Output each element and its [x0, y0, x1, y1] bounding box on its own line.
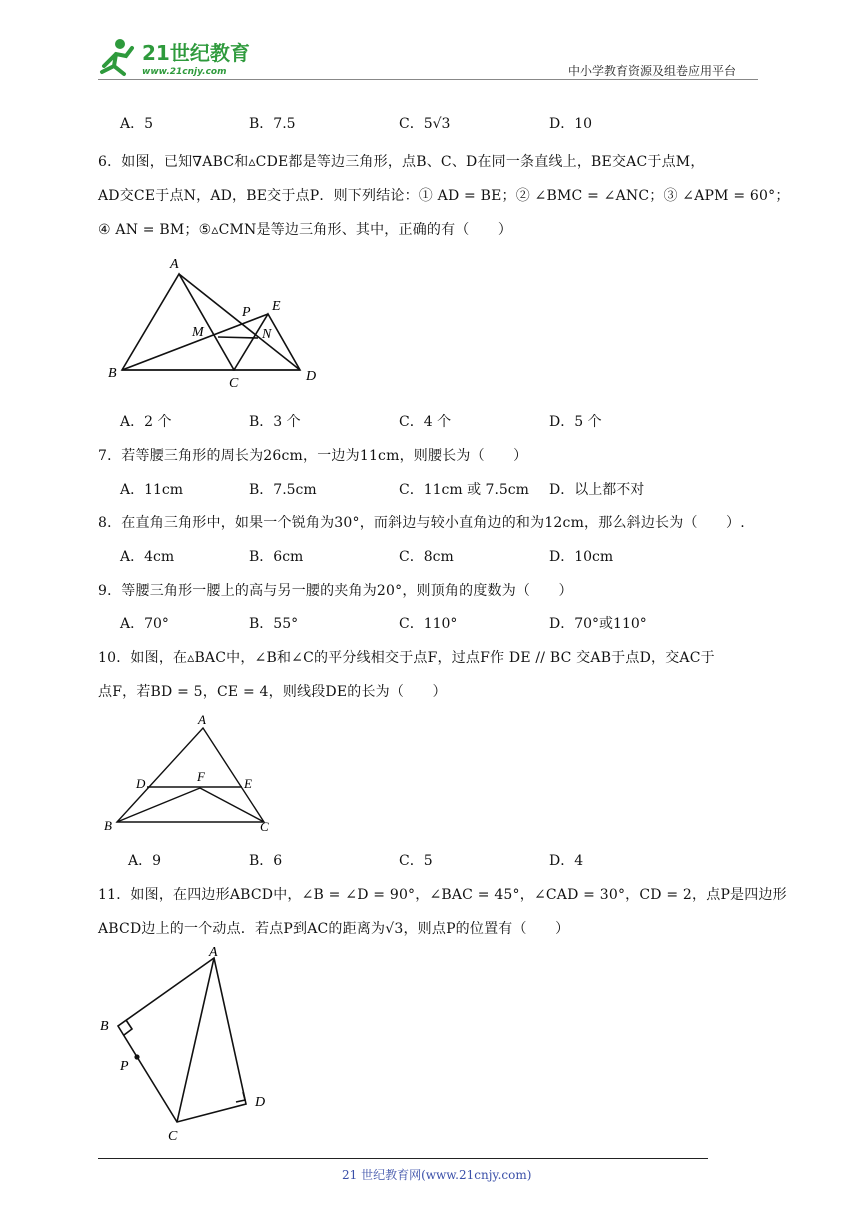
- q7-option-d: D．以上都不对: [549, 482, 645, 498]
- q7-option-b: B．7.5cm: [249, 482, 317, 498]
- q11-label-a: A: [209, 945, 218, 960]
- q6-stem-line3: ④ AN = BM；⑤▵CMN是等边三角形、其中，正确的有（ ）: [98, 222, 513, 238]
- q6-stem-line1: 6．如图，已知∇ABC和▵CDE都是等边三角形，点B、C、D在同一条直线上，BE交AC于点M，: [98, 154, 705, 170]
- q6-label-a: A: [170, 257, 179, 272]
- q9-option-d: D．70°或110°: [549, 616, 647, 632]
- q7-stem: 7．若等腰三角形的周长为26cm，一边为11cm，则腰长为（ ）: [98, 448, 528, 464]
- q10-stem-line1: 10．如图，在▵BAC中，∠B和∠C的平分线相交于点F，过点F作 DE // BC 交AB于点D，交AC于: [98, 650, 715, 666]
- q5-option-d: D．10: [549, 116, 593, 132]
- q5-option-b: B．7.5: [249, 116, 296, 132]
- q10-label-e: E: [244, 776, 252, 791]
- footer-rule: [98, 1158, 708, 1159]
- q10-label-d: D: [136, 776, 146, 791]
- q11-label-b: B: [100, 1019, 109, 1034]
- q6-label-m: M: [192, 325, 204, 340]
- q6-label-e: E: [272, 299, 281, 314]
- q6-stem-line2: AD交CE于点N，AD，BE交于点P．则下列结论：① AD = BE；② ∠BMC = ∠ANC；③ ∠APM = 60°；: [98, 188, 790, 204]
- logo-url-text: www.21cnjy.com: [142, 67, 227, 77]
- q10-label-b: B: [104, 818, 112, 833]
- q6-figure: [100, 252, 330, 392]
- q11-label-d: D: [255, 1095, 266, 1110]
- q10-label-a: A: [198, 712, 206, 727]
- q11-label-c: C: [168, 1129, 178, 1144]
- q6-label-d: D: [306, 369, 317, 384]
- q10-figure: [100, 710, 280, 836]
- q6-label-n: N: [262, 327, 272, 342]
- q8-option-c: C．8cm: [399, 549, 454, 565]
- site-name: 中小学教育资源及组卷应用平台: [568, 64, 737, 78]
- site-logo: [96, 36, 266, 80]
- q11-figure: [96, 944, 286, 1144]
- q7-option-a: A．11cm: [120, 482, 184, 498]
- q6-label-p: P: [242, 305, 251, 320]
- footer-text: 21 世纪教育网(www.21cnjy.com): [342, 1168, 532, 1182]
- q10-label-c: C: [260, 819, 269, 834]
- q9-option-a: A．70°: [120, 616, 169, 632]
- q10-label-f: F: [197, 769, 205, 784]
- q6-option-b: B．3 个: [249, 414, 301, 430]
- runner-logo-icon: [96, 36, 266, 80]
- q9-option-b: B．55°: [249, 616, 299, 632]
- q6-label-b: B: [108, 366, 117, 381]
- q5-option-c: C．5√3: [399, 116, 451, 132]
- logo-main-text: 21世纪教育: [142, 41, 250, 65]
- q9-option-c: C．110°: [399, 616, 458, 632]
- header-rule: [98, 79, 758, 80]
- q11-stem-line1: 11．如图，在四边形ABCD中，∠B = ∠D = 90°，∠BAC = 45°，∠CAD = 30°，CD = 2，点P是四边形: [98, 887, 787, 903]
- q8-option-d: D．10cm: [549, 549, 614, 565]
- q10-option-c: C．5: [399, 853, 433, 869]
- q6-option-c: C．4 个: [399, 414, 452, 430]
- q10-stem-line2: 点F，若BD = 5，CE = 4，则线段DE的长为（ ）: [98, 684, 447, 700]
- q8-stem: 8．在直角三角形中，如果一个锐角为30°，而斜边与较小直角边的和为12cm，那么斜边长为（ ）.: [98, 515, 745, 531]
- q10-option-a: A．9: [128, 853, 162, 869]
- q5-option-a: A．5: [120, 116, 154, 132]
- q8-option-b: B．6cm: [249, 549, 304, 565]
- q10-option-b: B．6: [249, 853, 283, 869]
- q11-stem-line2: ABCD边上的一个动点．若点P到AC的距离为√3，则点P的位置有（ ）: [98, 921, 570, 937]
- q8-option-a: A．4cm: [120, 549, 175, 565]
- q6-option-d: D．5 个: [549, 414, 602, 430]
- q6-label-c: C: [229, 376, 239, 391]
- q10-option-d: D．4: [549, 853, 584, 869]
- q9-stem: 9．等腰三角形一腰上的高与另一腰的夹角为20°，则顶角的度数为（ ）: [98, 583, 573, 599]
- q11-label-p: P: [120, 1059, 129, 1074]
- q11-point-p-dot: [134, 1054, 139, 1059]
- q6-option-a: A．2 个: [120, 414, 172, 430]
- q7-option-c: C．11cm 或 7.5cm: [399, 482, 529, 498]
